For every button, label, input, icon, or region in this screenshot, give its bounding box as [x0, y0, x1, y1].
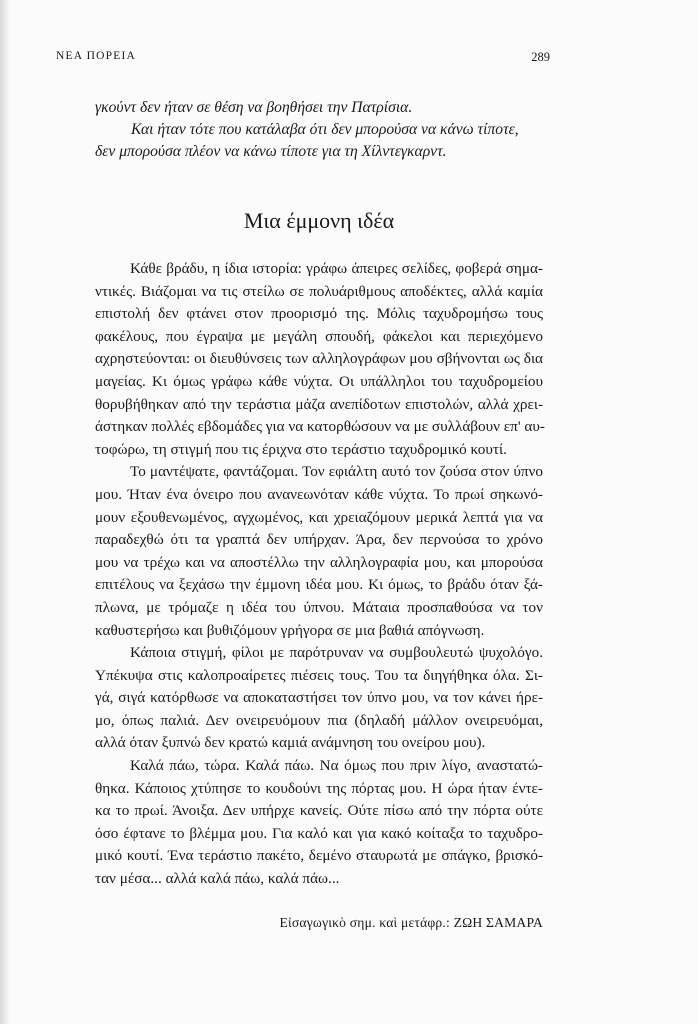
italic-line: γκούντ δεν ήταν σε θέση να βοηθήσει την Πατρίσια. — [95, 99, 413, 116]
story-title: Μια έμμονη ιδέα — [243, 208, 395, 233]
text-line: μο, όπως παλιά. Δεν ονειρευόμουν πια (δηλαδή μάλλον ονειρευόμαι, — [95, 711, 543, 729]
text-line: Καλά πάω, τώρα. Καλά πάω. Να όμως που πριν λίγο, αναστατώ- — [130, 757, 543, 775]
text-line: κα το πρωί. Άνοιξα. Δεν υπήρχε κανείς. Ούτε πίσω από την πόρτα ούτε — [95, 802, 543, 820]
text-line: αλλά όταν ξυπνώ δεν κρατώ καμιά ανάμνηση του ονείρου μου). — [95, 734, 486, 752]
text-line: θορυβήθηκαν από την τεράστια μάζα ανεπίδοτων επιστολών, αλλά χρει- — [95, 395, 543, 413]
text-line: όσο έφτανε το βλέμμα μου. Για καλό και για κακό κοίταξα το ταχυδρο- — [95, 824, 543, 842]
text-line: θηκα. Κάποιος χτύπησε το κουδούνι της πόρτας μου. Η ώρα ήταν έντε- — [95, 779, 543, 797]
italic-line: Και ήταν τότε που κατάλαβα ότι δεν μπορούσα να κάνω τίποτε, — [131, 121, 519, 138]
text-line: μου. Ήταν ένα όνειρο που ανανεωνόταν κάθε νύχτα. Το πρωί σηκωνό- — [95, 485, 543, 503]
paragraph — [95, 258, 543, 461]
binding-shadow — [0, 0, 10, 1024]
story-body — [95, 258, 543, 891]
text-line: Κάποια στιγμή, φίλοι με παρότρυναν να συμβουλευτώ ψυχολόγο. — [130, 644, 543, 662]
page-number: 289 — [531, 50, 550, 64]
text-line: ντικές. Βιάζομαι να τις στείλω σε πολυάριθμους αποδέκτες, αλλά καμία — [95, 282, 543, 300]
text-line: μου να τρέχω και να αποστέλλω την αλληλογραφία μου, και μπορούσα — [95, 553, 543, 571]
text-line: φακέλους, που έγραψα με μεγάλη σπουδή, φάκελοι και περιεχόμενο — [95, 327, 543, 345]
text-line: πλωνα, με τρόμαζε η ιδέα του ύπνου. Μάταια προσπαθούσα να τον — [95, 598, 543, 616]
running-head: ΝΕΑ ΠΟΡΕΙΑ — [56, 50, 137, 62]
text-line: μικό κουτί. Ένα τεράστιο πακέτο, δεμένο σταυρωτά με σπάγκο, βρισκό- — [95, 847, 543, 865]
paragraph — [95, 755, 543, 891]
text-line: παραδεχθώ ότι τα γραπτά δεν υπήρχαν. Άρα, δεν περνούσα το χρόνο — [95, 531, 543, 549]
previous-story-ending — [95, 97, 525, 163]
text-line: Υπέκυψα στις καλοπροαίρετες πιέσεις τους. Του τα διηγήθηκα όλα. Σι- — [95, 666, 543, 684]
text-line: τοφώρω, τη στιγμή που τις έριχνα στο τεράστιο ταχυδρομικό κουτί. — [95, 440, 507, 458]
text-line: επιτέλους να ξεχάσω την έμμονη ιδέα μου. Κι όμως, το βράδυ όταν ξά- — [95, 576, 543, 594]
paragraph — [95, 642, 543, 755]
text-line: καθυστερήσω και βυθιζόμουν γρήγορα σε μια βαθιά απόγνωση. — [95, 621, 485, 639]
text-line: επιστολή δεν φτάνει στον προορισμό της. Μόλις ταχυδρομήσω τους — [95, 305, 543, 323]
text-line: ταν μέσα... αλλά καλά πάω, καλά πάω... — [95, 870, 340, 888]
text-line: αχρηστεύονται: οι διευθύνσεις των αλληλογράφων μου σβήνονται ως δια — [95, 350, 543, 368]
text-line: Το μαντέψατε, φαντάζομαι. Τον εφιάλτη αυτό τον ζούσα στον ύπνο — [130, 463, 543, 481]
text-line: μαγείας. Κι όμως γράφω κάθε νύχτα. Οι υπάλληλοι του ταχυδρομείου — [95, 372, 543, 390]
text-line: μουν εξουθενωμένος, αγχωμένος, και χρειαζόμουν μερικά λεπτά για να — [95, 508, 543, 526]
text-line: άστηκαν πολλές εβδομάδες για να κατορθώσουν να με συλλάβουν επ' αυ- — [95, 418, 545, 436]
text-line: Κάθε βράδυ, η ίδια ιστορία: γράφω άπειρες σελίδες, φοβερά σημα- — [130, 260, 543, 277]
text-line: γά, σιγά κατόρθωσε να αποκαταστήσει τον ύπνο μου, να τον κάνει ήρε- — [95, 689, 543, 707]
translator-credit: Εἰσαγωγικὸ σημ. καὶ μετάφρ.: ΖΩΗ ΣΑΜΑΡΑ — [279, 915, 543, 930]
italic-line: δεν μπορούσα πλέον να κάνω τίποτε για τη Χίλντεγκαρντ. — [95, 143, 447, 160]
paragraph — [95, 461, 543, 642]
